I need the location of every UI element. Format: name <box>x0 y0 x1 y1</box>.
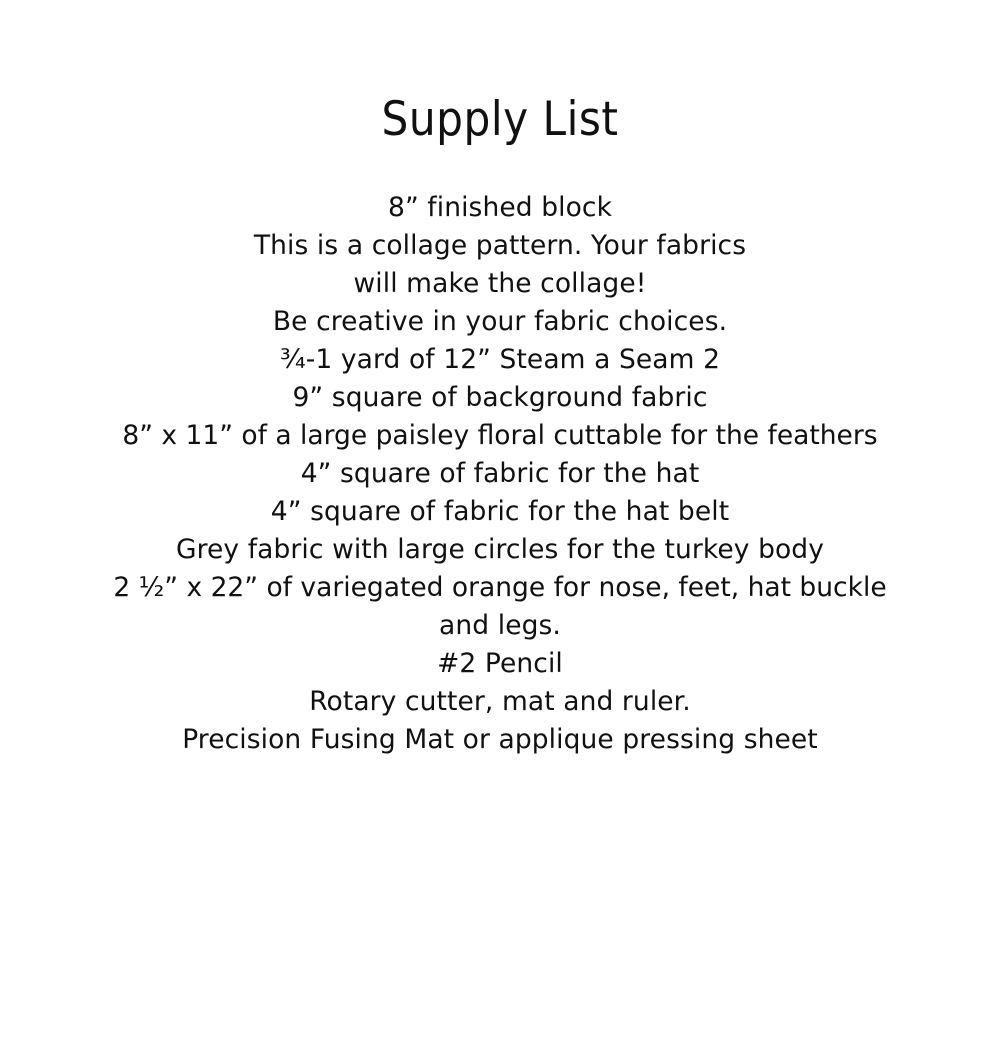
list-item: 9” square of background fabric <box>292 382 708 413</box>
list-item: will make the collage! <box>353 268 647 299</box>
list-item: 8” finished block <box>387 192 613 223</box>
list-item: 4” square of fabric for the hat <box>300 458 700 489</box>
list-item: 2 ½” x 22” of variegated orange for nose, feet, hat buckle <box>113 572 887 603</box>
list-item: and legs. <box>439 610 561 641</box>
list-item: 4” square of fabric for the hat belt <box>270 496 730 527</box>
list-item: ¾-1 yard of 12” Steam a Seam 2 <box>279 344 721 375</box>
list-item: Be creative in your fabric choices. <box>272 306 728 337</box>
list-item: This is a collage pattern. Your fabrics <box>253 230 747 261</box>
list-item: Rotary cutter, mat and ruler. <box>309 686 691 717</box>
page-title: Supply List <box>381 92 619 147</box>
supply-list <box>0 189 1000 759</box>
list-item: Grey fabric with large circles for the turkey body <box>175 534 825 565</box>
list-item: #2 Pencil <box>437 648 563 679</box>
list-item: Precision Fusing Mat or applique pressing sheet <box>182 724 818 755</box>
list-item: 8” x 11” of a large paisley floral cuttable for the feathers <box>122 420 878 451</box>
